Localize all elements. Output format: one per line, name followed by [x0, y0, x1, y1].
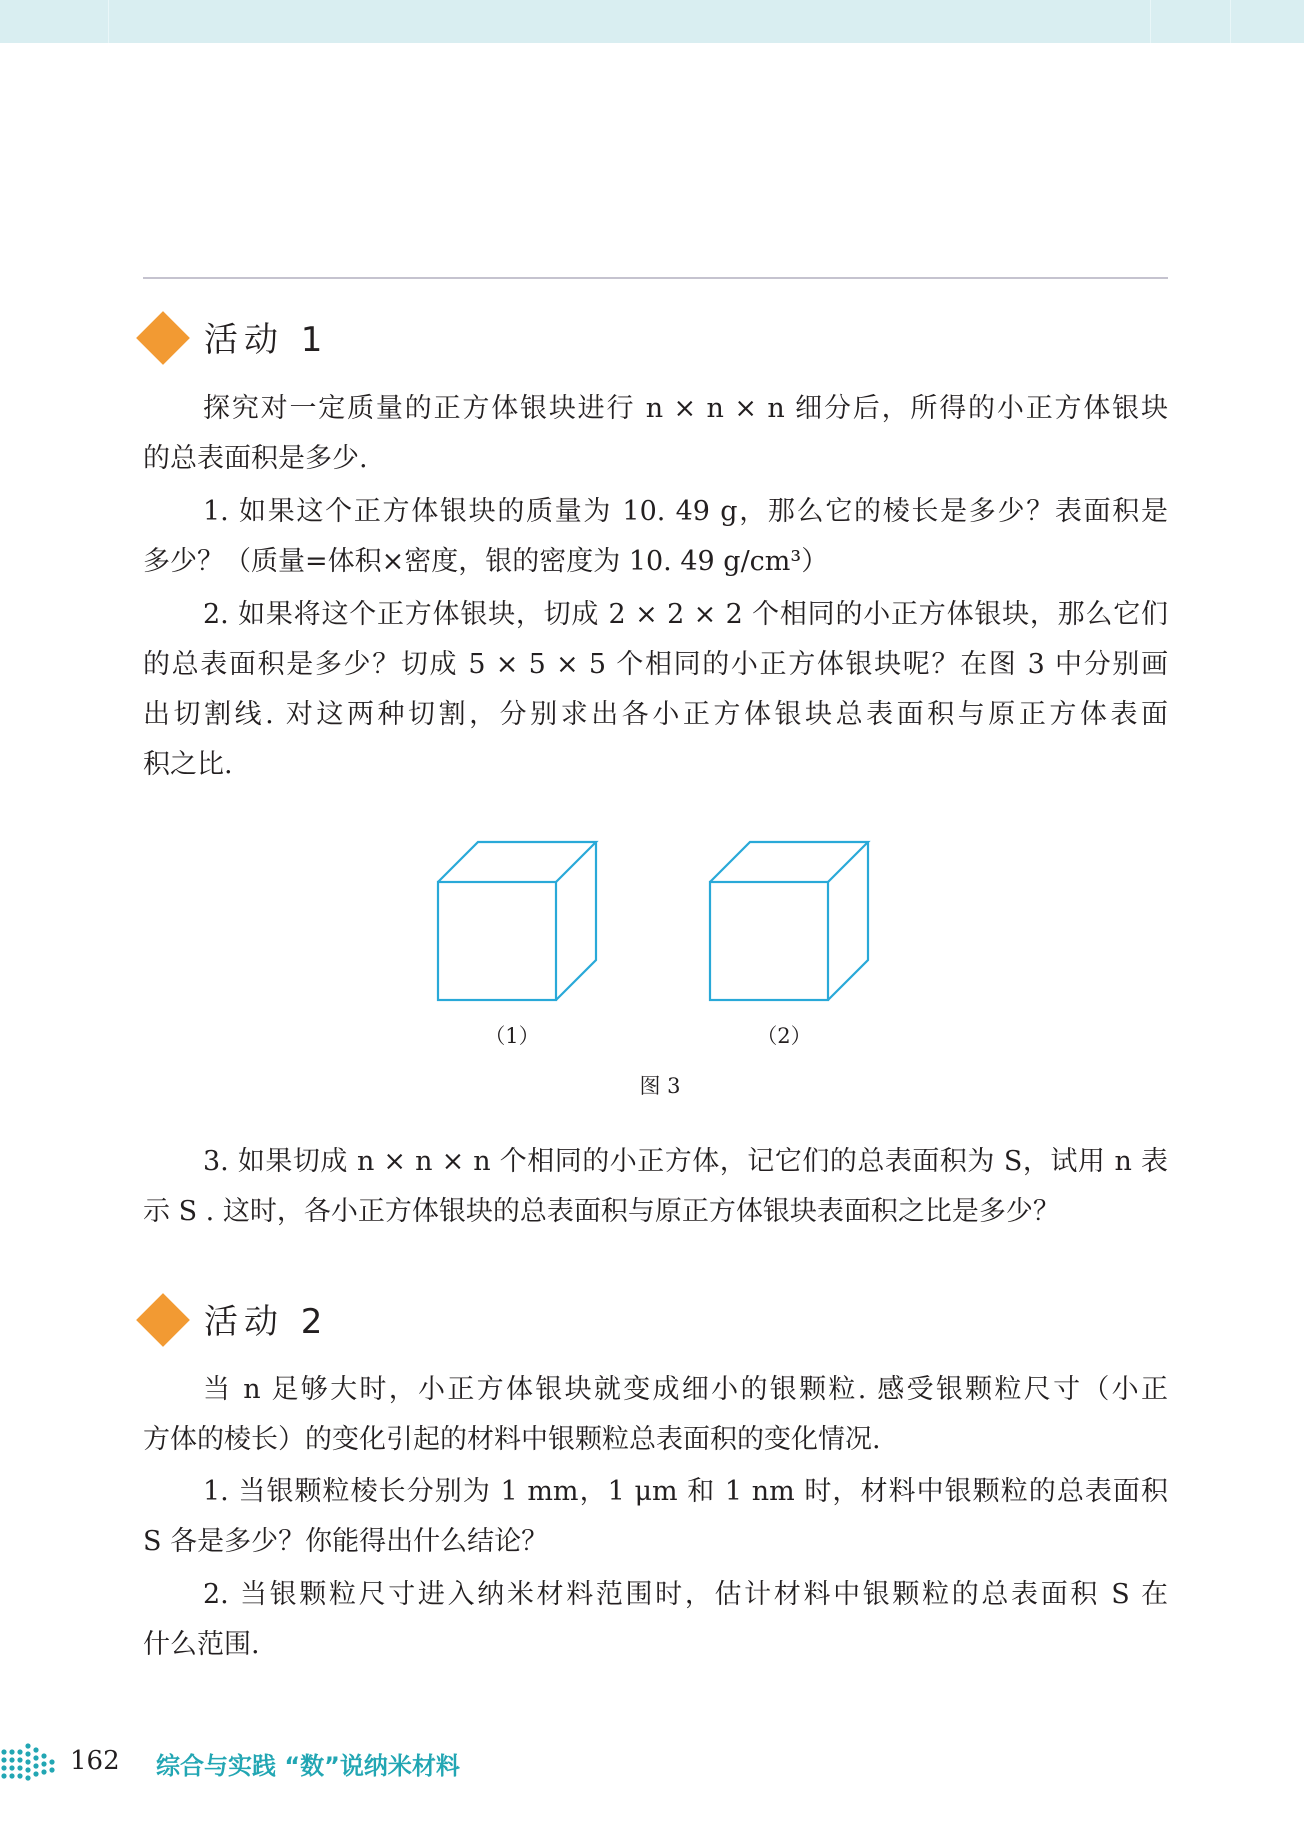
activity1-question-3 [143, 1137, 1168, 1237]
text-line: 的总表面积是多少？切成 5 × 5 × 5 个相同的小正方体银块呢？在图 3 中分别画 [143, 649, 1168, 680]
footer-title: 综合与实践 “数”说纳米材料 [156, 1752, 460, 1780]
activity1-title: 活动 1 [204, 320, 329, 360]
text-line: 示 S . 这时，各小正方体银块的总表面积与原正方体银块表面积之比是多少？ [143, 1196, 1060, 1227]
activity2-intro [143, 1365, 1168, 1465]
text-line: 积之比. [143, 749, 233, 780]
page-number: 162 [70, 1746, 120, 1776]
cube-1-icon [438, 842, 596, 1000]
cube-drawings [400, 820, 920, 1020]
text-line: 1. 当银颗粒棱长分别为 1 mm，1 μm 和 1 nm 时，材料中银颗粒的总表面积 [203, 1476, 1168, 1507]
dot-grid-icon [0, 1742, 60, 1784]
band-divider [108, 0, 109, 43]
figure-label-1: （1） [484, 1024, 540, 1048]
figure-3 [400, 820, 920, 1100]
text-line: 方体的棱长）的变化引起的材料中银颗粒总表面积的变化情况. [143, 1424, 881, 1455]
section-rule [143, 277, 1168, 279]
activity2-question-1 [143, 1467, 1168, 1567]
activity1-intro [143, 384, 1168, 484]
diamond-icon [136, 1293, 190, 1347]
activity2-title: 活动 2 [204, 1302, 329, 1342]
text-line: 3. 如果切成 n × n × n 个相同的小正方体，记它们的总表面积为 S，试用 n 表 [203, 1146, 1168, 1177]
page-footer [0, 1740, 1304, 1790]
diamond-icon [136, 311, 190, 365]
text-line: 当 n 足够大时，小正方体银块就变成细小的银颗粒. 感受银颗粒尺寸（小正 [203, 1374, 1168, 1405]
band-divider [1150, 0, 1151, 43]
top-band [0, 0, 1304, 43]
cube-2-icon [710, 842, 868, 1000]
activity1-question-2 [143, 590, 1168, 790]
text-line: 探究对一定质量的正方体银块进行 n × n × n 细分后，所得的小正方体银块 [203, 393, 1168, 424]
figure-label-2: （2） [756, 1024, 812, 1048]
band-divider [1230, 0, 1231, 43]
text-line: 2. 当银颗粒尺寸进入纳米材料范围时，估计材料中银颗粒的总表面积 S 在 [203, 1579, 1168, 1610]
text-line: 的总表面积是多少. [143, 443, 368, 474]
text-line: 2. 如果将这个正方体银块，切成 2 × 2 × 2 个相同的小正方体银块，那么它们 [203, 599, 1168, 630]
text-line: 1. 如果这个正方体银块的质量为 10. 49 g，那么它的棱长是多少？表面积是 [203, 496, 1168, 527]
text-line: 出切割线. 对这两种切割，分别求出各小正方体银块总表面积与原正方体表面 [143, 699, 1168, 730]
activity2-question-2 [143, 1570, 1168, 1670]
text-line: 什么范围. [143, 1629, 260, 1660]
text-line: 多少？（质量=体积×密度，银的密度为 10. 49 g/cm³） [143, 546, 829, 577]
text-line: S 各是多少？你能得出什么结论？ [143, 1526, 549, 1557]
activity1-question-1 [143, 487, 1168, 587]
figure-caption: 图 3 [639, 1074, 681, 1098]
